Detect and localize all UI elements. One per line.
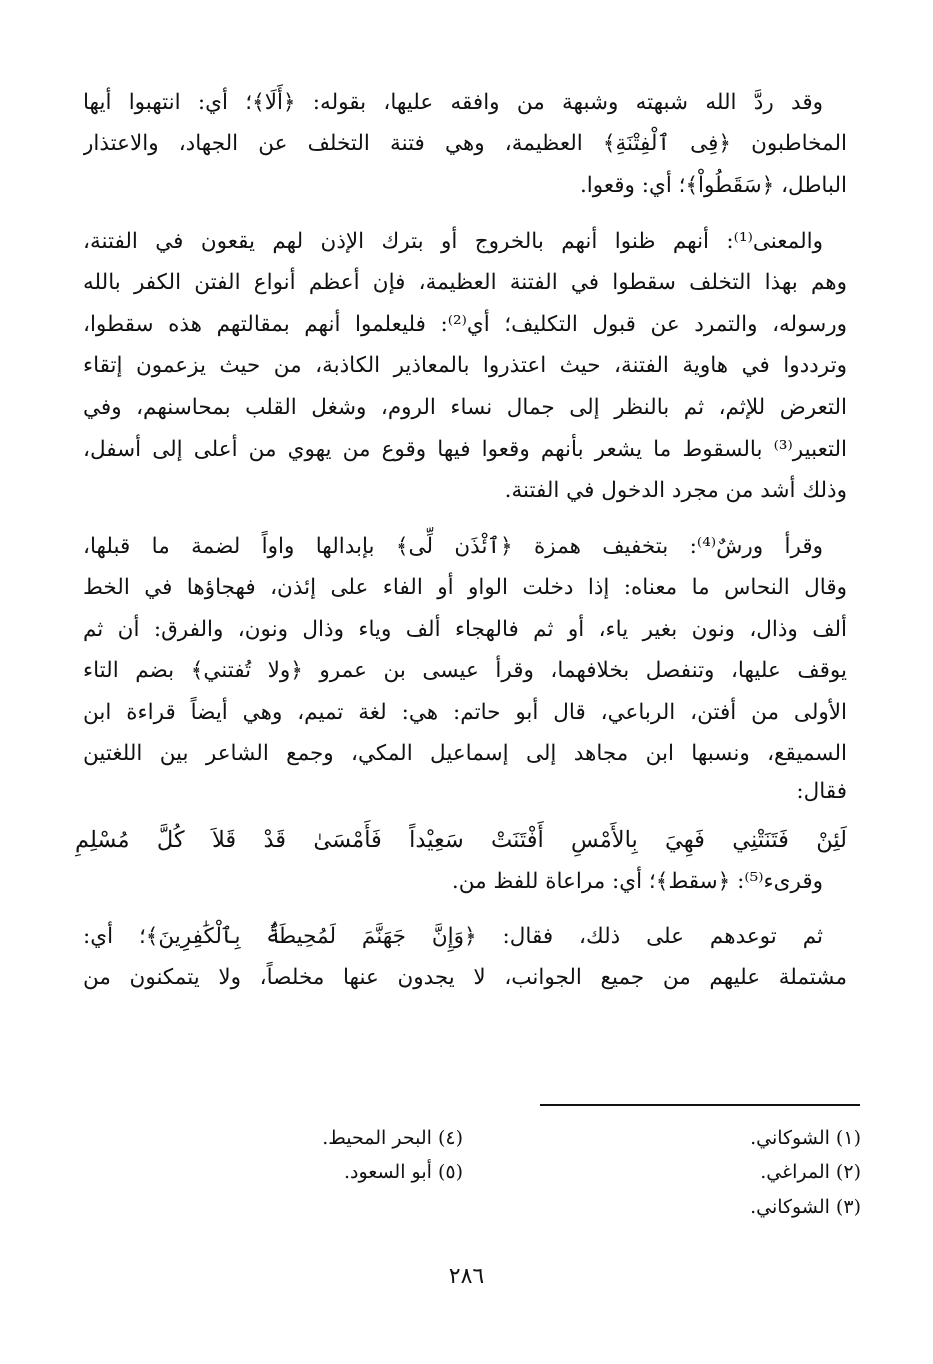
text-line: التعبير⁽³⁾ بالسقوط ما يشعر بأنهم وقعوا فيها وقوع من يهوي من أعلى إلى أسفل، — [83, 437, 847, 462]
text-line: وذلك أشد من مجرد الدخول في الفتنة. — [504, 478, 847, 503]
text-line: مشتملة عليهم من جميع الجوانب، لا يجدون عنها مخلصاً، ولا يتمكنون من — [83, 965, 847, 990]
text-line: الباطل، ﴿سَقَطُواْ﴾؛ أي: وقعوا. — [579, 173, 847, 198]
footnote-item: (٣) الشوكاني. — [750, 1196, 861, 1218]
footnote-item: (٤) البحر المحيط. — [322, 1127, 463, 1149]
text-line: وقرىء⁽⁵⁾: ﴿سقط﴾؛ أي: مراعاة للفظ من. — [451, 869, 823, 894]
footnote-item: (٢) المراغي. — [760, 1161, 861, 1183]
text-line: وترددوا في هاوية الفتنة، حيث اعتذروا بالمعاذير الكاذبة، من حيث يزعمون إتقاء — [83, 353, 847, 378]
text-line: وقال النحاس ما معناه: إذا دخلت الواو أو الفاء على إئذن، فهجاؤها في الخط — [83, 575, 847, 600]
footnote-separator — [540, 1104, 860, 1106]
page-number: ٢٨٦ — [448, 1264, 485, 1289]
text-line: ورسوله، والتمرد عن قبول التكليف؛ أي⁽²⁾: فليعلموا أنهم بمقالتهم هذه سقطوا، — [83, 312, 847, 337]
text-line: فقال: — [796, 779, 847, 804]
verse-line: لَئِنْ فَتَنَتْنِي فَهِيَ بِالأَمْسِ أَفْتَنَتْ سَعِيْداً فَأَمْسَىٰ قَدْ قَلاَ كُلَّ مُسْلِمِ — [75, 827, 847, 853]
text-line: الأولى من أفتن، الرباعي، قال أبو حاتم: هي: لغة تميم، وهي أيضاً قراءة ابن — [83, 700, 847, 725]
footnote-item: (٥) أبو السعود. — [343, 1161, 463, 1183]
footnote-item: (١) الشوكاني. — [750, 1127, 861, 1149]
text-line: السميقع، ونسبها ابن مجاهد إلى إسماعيل المكي، وجمع الشاعر بين اللغتين — [83, 741, 847, 766]
text-line: وهم بهذا التخلف سقطوا في الفتنة العظيمة، فإن أعظم أنواع الفتن الكفر بالله — [83, 270, 847, 295]
text-line: يوقف عليها، وتنفصل بخلافهما، وقرأ عيسى بن عمرو ﴿ولا تُفتني﴾ بضم التاء — [83, 658, 847, 683]
text-line: وقد ردَّ الله شبهته وشبهة من وافقه عليها، بقوله: ﴿أَلَا﴾؛ أي: انتهبوا أيها — [83, 90, 823, 115]
text-line: المخاطبون ﴿فِى ٱلْفِتْنَةِ﴾ العظيمة، وهي فتنة التخلف عن الجهاد، والاعتذار — [83, 131, 847, 156]
text-line: التعرض للإثم، ثم بالنظر إلى جمال نساء الروم، وشغل القلب بمحاسنهم، وفي — [83, 395, 847, 420]
text-line: ثم توعدهم على ذلك، فقال: ﴿وَإِنَّ جَهَنَّمَ لَمُحِيطَةٌۢ بِٱلْكَٰفِرِينَ﴾؛ أي: — [83, 924, 823, 949]
text-line: والمعنى⁽¹⁾: أنهم ظنوا أنهم بالخروج أو بترك الإذن لهم يقعون في الفتنة، — [83, 229, 823, 254]
text-line: وقرأ ورشٌ⁽⁴⁾: بتخفيف همزة ﴿ٱئْذَن لِّى﴾ بإبدالها واواً لضمة ما قبلها، — [83, 534, 823, 559]
text-line: ألف وذال، ونون بغير ياء، أو ثم فالهجاء ألف وياء وذال ونون، والفرق: أن ثم — [83, 617, 847, 642]
